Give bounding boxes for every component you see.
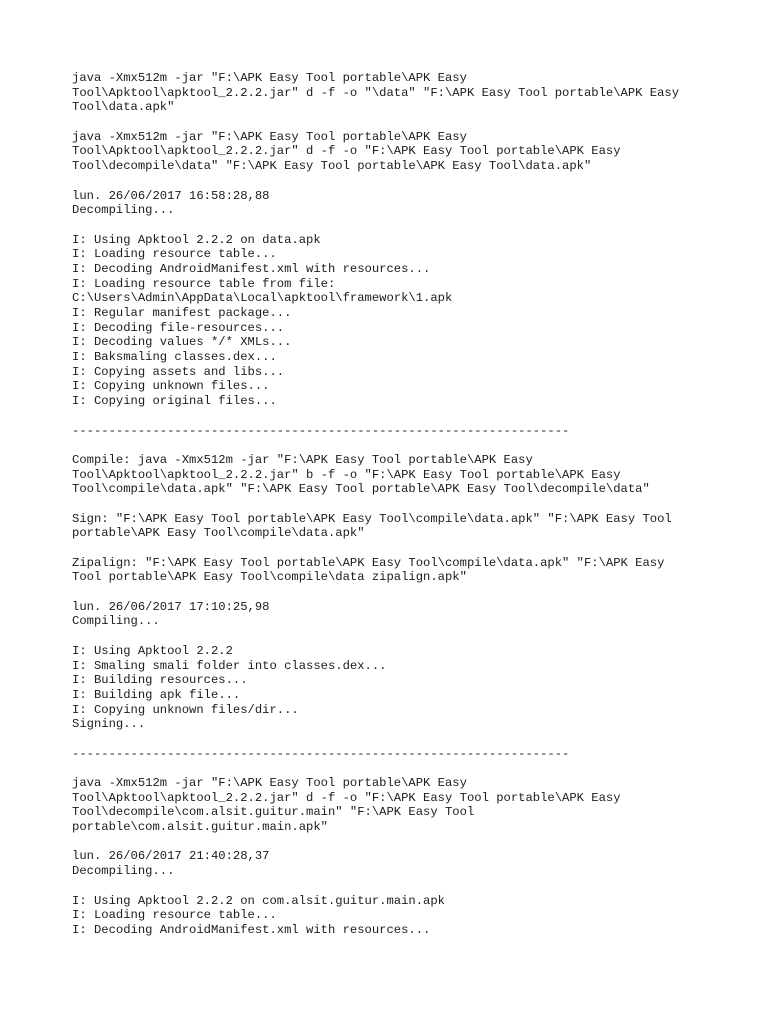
log-line: Compile: java -Xmx512m -jar "F:\APK Easy Tool portable\APK Easy xyxy=(72,452,533,467)
log-line: java -Xmx512m -jar "F:\APK Easy Tool portable\APK Easy xyxy=(72,776,467,790)
log-line: I: Copying original files... xyxy=(72,394,277,409)
log-line: Tool\decompile\com.alsit.guitur.main" "F:\APK Easy Tool xyxy=(72,805,475,820)
log-line: I: Building resources... xyxy=(72,673,248,688)
blank-line xyxy=(72,409,732,424)
blank-line xyxy=(72,174,732,189)
log-line: I: Loading resource table from file: xyxy=(72,276,336,291)
blank-line xyxy=(72,438,732,453)
log-line: C:\Users\Admin\AppData\Local\apktool\framework\1.apk xyxy=(72,291,453,306)
log-line: java -Xmx512m -jar "F:\APK Easy Tool portable\APK Easy xyxy=(72,129,467,144)
log-line: I: Decoding values */* XMLs... xyxy=(72,335,292,350)
blank-line xyxy=(72,879,732,894)
log-line: I: Decoding AndroidManifest.xml with resources... xyxy=(72,922,431,937)
blank-line xyxy=(72,732,732,747)
log-line: I: Baksmaling classes.dex... xyxy=(72,350,277,365)
log-line: lun. 26/06/2017 16:58:28,88 xyxy=(72,188,270,203)
log-document xyxy=(72,71,732,938)
log-line: I: Decoding AndroidManifest.xml with resources... xyxy=(72,261,431,276)
separator-line: -------------------------------------------------------------------- xyxy=(72,746,570,761)
blank-line xyxy=(72,497,732,512)
log-line: java -Xmx512m -jar "F:\APK Easy Tool portable\APK Easy xyxy=(72,71,467,85)
log-line: lun. 26/06/2017 17:10:25,98 xyxy=(72,599,270,614)
separator-line: -------------------------------------------------------------------- xyxy=(72,423,570,438)
log-line: Decompiling... xyxy=(72,203,175,218)
log-line: Compiling... xyxy=(72,614,160,629)
log-line: Sign: "F:\APK Easy Tool portable\APK Easy Tool\compile\data.apk" "F:\APK Easy Tool xyxy=(72,511,672,526)
log-line: I: Using Apktool 2.2.2 on com.alsit.guitur.main.apk xyxy=(72,893,445,908)
blank-line xyxy=(72,585,732,600)
log-line: Tool\Apktool\apktool_2.2.2.jar" d -f -o "\data" "F:\APK Easy Tool portable\APK Easy xyxy=(72,85,680,100)
log-line: Tool\compile\data.apk" "F:\APK Easy Tool portable\APK Easy Tool\decompile\data" xyxy=(72,482,650,497)
blank-line xyxy=(72,835,732,850)
log-line: I: Copying assets and libs... xyxy=(72,364,285,379)
log-line: I: Loading resource table... xyxy=(72,908,277,923)
log-line: I: Smaling smali folder into classes.dex... xyxy=(72,658,387,673)
log-line: Tool\Apktool\apktool_2.2.2.jar" d -f -o "F:\APK Easy Tool portable\APK Easy xyxy=(72,790,621,805)
blank-line xyxy=(72,218,732,233)
log-line: Tool\Apktool\apktool_2.2.2.jar" d -f -o "F:\APK Easy Tool portable\APK Easy xyxy=(72,144,621,159)
log-line: portable\APK Easy Tool\compile\data.apk" xyxy=(72,526,365,541)
log-line: Signing... xyxy=(72,717,146,732)
log-line: portable\com.alsit.guitur.main.apk" xyxy=(72,820,328,835)
log-line: I: Loading resource table... xyxy=(72,247,277,262)
blank-line xyxy=(72,541,732,556)
blank-line xyxy=(72,629,732,644)
log-line: Tool\decompile\data" "F:\APK Easy Tool portable\APK Easy Tool\data.apk" xyxy=(72,159,592,174)
blank-line xyxy=(72,761,732,776)
blank-line xyxy=(72,115,732,130)
log-line: I: Decoding file-resources... xyxy=(72,320,285,335)
log-line: I: Using Apktool 2.2.2 xyxy=(72,643,233,658)
log-line: Decompiling... xyxy=(72,864,175,879)
log-line: I: Copying unknown files/dir... xyxy=(72,702,299,717)
log-line: lun. 26/06/2017 21:40:28,37 xyxy=(72,849,270,864)
log-line: I: Regular manifest package... xyxy=(72,306,292,320)
log-line: Tool portable\APK Easy Tool\compile\data zipalign.apk" xyxy=(72,570,467,585)
log-line: I: Copying unknown files... xyxy=(72,379,270,394)
log-line: I: Using Apktool 2.2.2 on data.apk xyxy=(72,232,321,247)
log-line: Tool\data.apk" xyxy=(72,100,175,115)
log-line: I: Building apk file... xyxy=(72,687,241,702)
log-line: Zipalign: "F:\APK Easy Tool portable\APK Easy Tool\compile\data.apk" "F:\APK Easy xyxy=(72,555,665,570)
log-line: Tool\Apktool\apktool_2.2.2.jar" b -f -o "F:\APK Easy Tool portable\APK Easy xyxy=(72,467,621,482)
